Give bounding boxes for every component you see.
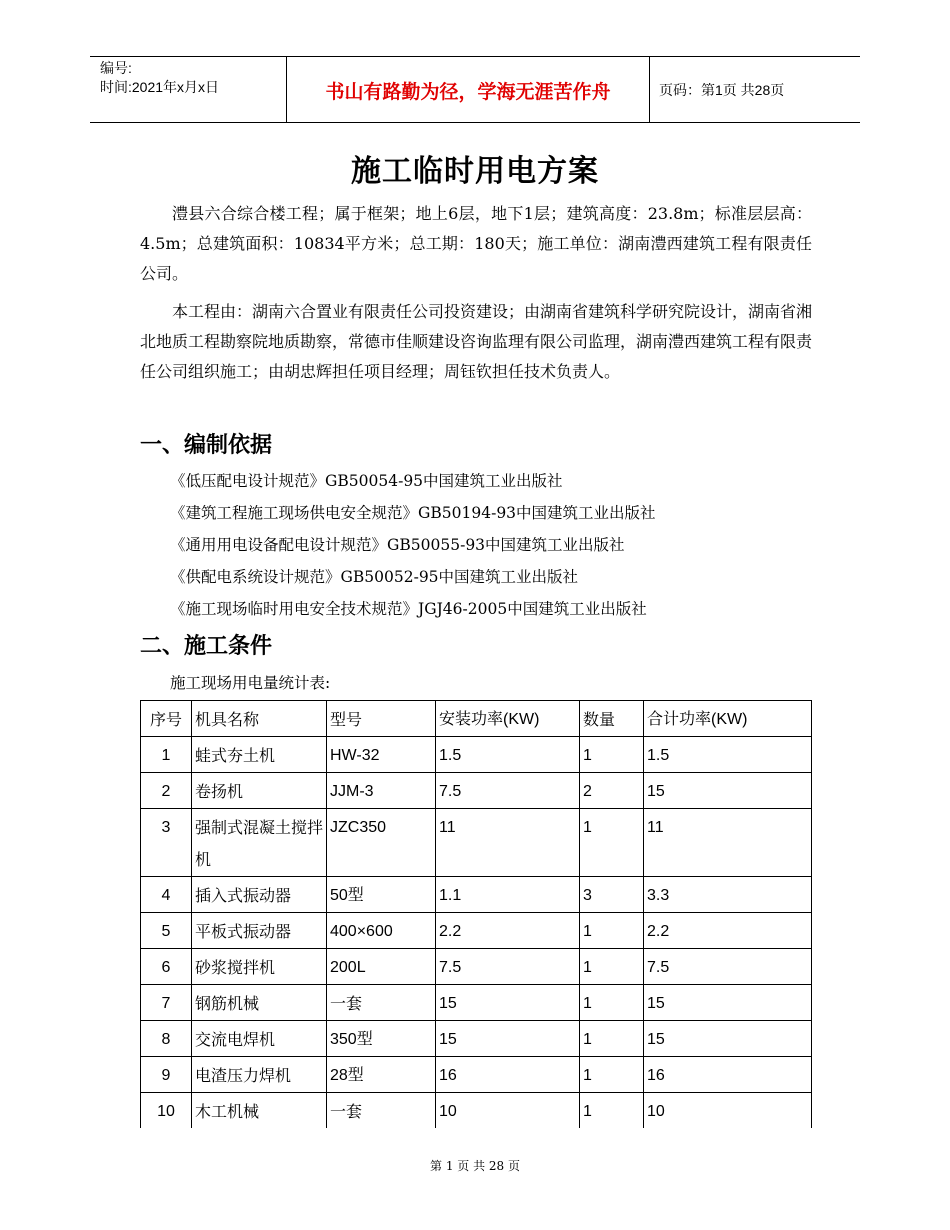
table-row bbox=[141, 877, 812, 913]
rated-power: 1.5 bbox=[436, 737, 580, 773]
intro-paragraph-1: 澧县六合综合楼工程；属于框架；地上6层，地下1层；建筑高度：23.8m；标准层层高：4.5m；总建筑面积：10834平方米；总工期：180天；施工单位：湖南澧西建筑工程有限责任公司。 bbox=[140, 204, 812, 283]
quantity: 3 bbox=[580, 877, 644, 913]
header-page-info: 页码：第1页 共28页 bbox=[659, 82, 785, 98]
header-meta bbox=[100, 59, 219, 97]
total-power: 10 bbox=[644, 1093, 812, 1129]
reference-item: 《施工现场临时用电安全技术规范》JGJ46-2005中国建筑工业出版社 bbox=[170, 600, 647, 618]
quantity: 1 bbox=[580, 1021, 644, 1057]
table-row bbox=[141, 773, 812, 809]
rated-power: 10 bbox=[436, 1093, 580, 1129]
total-power: 7.5 bbox=[644, 949, 812, 985]
total-power: 11 bbox=[644, 809, 812, 877]
quantity: 1 bbox=[580, 1093, 644, 1129]
quantity: 1 bbox=[580, 809, 644, 877]
total-power: 3.3 bbox=[644, 877, 812, 913]
header-top-rule bbox=[90, 56, 860, 57]
model: JJM-3 bbox=[327, 773, 436, 809]
table-row bbox=[141, 809, 812, 877]
section-heading-basis: 一、编制依据 bbox=[140, 433, 273, 458]
table-header-row bbox=[141, 701, 812, 737]
row-index: 8 bbox=[141, 1021, 192, 1057]
total-power: 1.5 bbox=[644, 737, 812, 773]
time-label: 时间:2021年x月x日 bbox=[100, 79, 220, 95]
quantity: 1 bbox=[580, 949, 644, 985]
table-row bbox=[141, 949, 812, 985]
reference-item: 《低压配电设计规范》GB50054-95中国建筑工业出版社 bbox=[170, 472, 563, 490]
equipment-name: 卷扬机 bbox=[192, 773, 327, 809]
row-index: 1 bbox=[141, 737, 192, 773]
row-index: 7 bbox=[141, 985, 192, 1021]
row-index: 10 bbox=[141, 1093, 192, 1129]
table-row bbox=[141, 985, 812, 1021]
rated-power: 2.2 bbox=[436, 913, 580, 949]
rated-power: 15 bbox=[436, 985, 580, 1021]
total-power: 15 bbox=[644, 1021, 812, 1057]
quantity: 1 bbox=[580, 985, 644, 1021]
equipment-name: 平板式振动器 bbox=[192, 913, 327, 949]
equipment-name: 电渣压力焊机 bbox=[192, 1057, 327, 1093]
table-caption: 施工现场用电量统计表: bbox=[170, 674, 331, 692]
header-cell: 安装功率(KW) bbox=[436, 701, 580, 737]
quantity: 1 bbox=[580, 737, 644, 773]
table-row bbox=[141, 1093, 812, 1129]
model: 28型 bbox=[327, 1057, 436, 1093]
header-cell: 型号 bbox=[327, 701, 436, 737]
quantity: 1 bbox=[580, 913, 644, 949]
row-index: 4 bbox=[141, 877, 192, 913]
power-usage-table bbox=[140, 700, 812, 1128]
equipment-name: 砂浆搅拌机 bbox=[192, 949, 327, 985]
total-power: 15 bbox=[644, 773, 812, 809]
model: 350型 bbox=[327, 1021, 436, 1057]
rated-power: 15 bbox=[436, 1021, 580, 1057]
rated-power: 11 bbox=[436, 809, 580, 877]
reference-item: 《通用用电设备配电设计规范》GB50055-93中国建筑工业出版社 bbox=[170, 536, 625, 554]
model: 400×600 bbox=[327, 913, 436, 949]
rated-power: 16 bbox=[436, 1057, 580, 1093]
model: JZC350 bbox=[327, 809, 436, 877]
rated-power: 1.1 bbox=[436, 877, 580, 913]
total-power: 16 bbox=[644, 1057, 812, 1093]
model: 一套 bbox=[327, 985, 436, 1021]
header-divider-right bbox=[649, 56, 650, 122]
header-bottom-rule bbox=[90, 122, 860, 123]
rated-power: 7.5 bbox=[436, 949, 580, 985]
model: HW-32 bbox=[327, 737, 436, 773]
header-cell: 序号 bbox=[141, 701, 192, 737]
section-heading-conditions: 二、施工条件 bbox=[140, 634, 273, 659]
reference-item: 《供配电系统设计规范》GB50052-95中国建筑工业出版社 bbox=[170, 568, 579, 586]
row-index: 2 bbox=[141, 773, 192, 809]
model: 200L bbox=[327, 949, 436, 985]
table-row bbox=[141, 913, 812, 949]
header-cell: 数量 bbox=[580, 701, 644, 737]
page-footer: 第 1 页 共 28 页 bbox=[430, 1159, 520, 1173]
header-motto: 书山有路勤为径，学海无涯苦作舟 bbox=[325, 81, 611, 103]
quantity: 2 bbox=[580, 773, 644, 809]
total-power: 15 bbox=[644, 985, 812, 1021]
equipment-name: 钢筋机械 bbox=[192, 985, 327, 1021]
equipment-name: 木工机械 bbox=[192, 1093, 327, 1129]
equipment-name: 蛙式夯土机 bbox=[192, 737, 327, 773]
equipment-name: 强制式混凝土搅拌机 bbox=[192, 809, 327, 877]
row-index: 5 bbox=[141, 913, 192, 949]
row-index: 9 bbox=[141, 1057, 192, 1093]
serial-label: 编号: bbox=[100, 60, 132, 76]
quantity: 1 bbox=[580, 1057, 644, 1093]
model: 一套 bbox=[327, 1093, 436, 1129]
rated-power: 7.5 bbox=[436, 773, 580, 809]
header-cell: 合计功率(KW) bbox=[644, 701, 812, 737]
total-power: 2.2 bbox=[644, 913, 812, 949]
reference-item: 《建筑工程施工现场供电安全规范》GB50194-93中国建筑工业出版社 bbox=[170, 504, 656, 522]
row-index: 3 bbox=[141, 809, 192, 877]
equipment-name: 插入式振动器 bbox=[192, 877, 327, 913]
table-row bbox=[141, 1057, 812, 1093]
table-row bbox=[141, 737, 812, 773]
intro-paragraph-2: 本工程由：湖南六合置业有限责任公司投资建设；由湖南省建筑科学研究院设计，湖南省湘北地质工程勘察院地质勘察，常德市佳顺建设咨询监理有限公司监理，湖南澧西建筑工程有限责任公司组织施工；由胡忠辉担任项目经理；周钰钦担任技术负责人。 bbox=[140, 302, 813, 381]
table-row bbox=[141, 1021, 812, 1057]
row-index: 6 bbox=[141, 949, 192, 985]
page-title: 施工临时用电方案 bbox=[351, 154, 599, 189]
equipment-name: 交流电焊机 bbox=[192, 1021, 327, 1057]
header-cell: 机具名称 bbox=[192, 701, 327, 737]
model: 50型 bbox=[327, 877, 436, 913]
